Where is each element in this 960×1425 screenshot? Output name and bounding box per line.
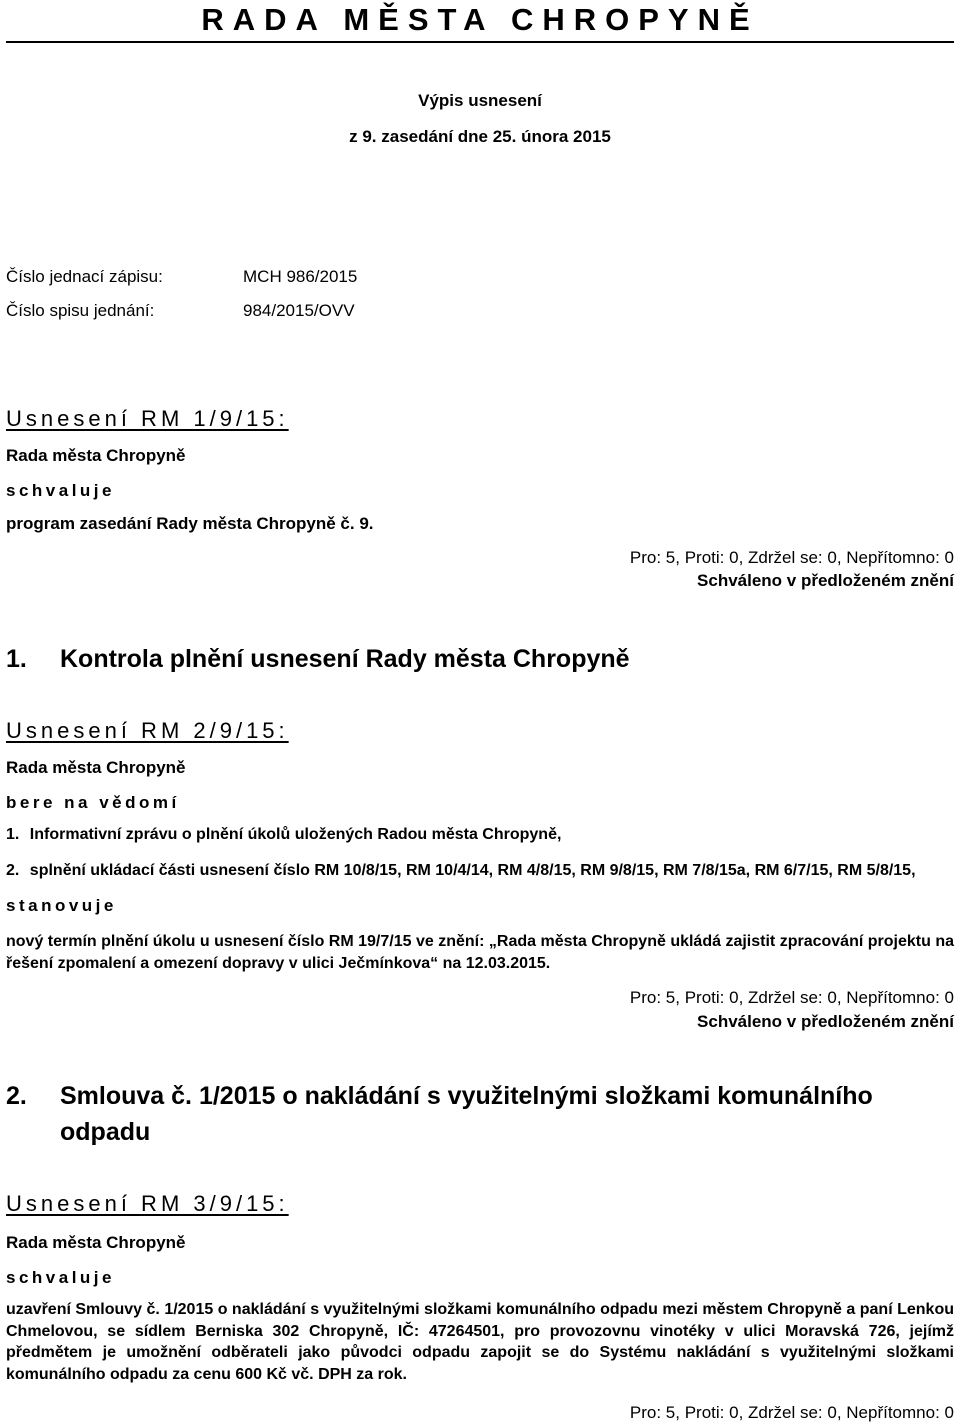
resolution-2-vote: Pro: 5, Proti: 0, Zdržel se: 0, Nepřítomno: 0 <box>629 988 954 1007</box>
resolution-1-header: Usnesení RM 1/9/15: <box>6 406 289 431</box>
resolution-3-verb: schvaluje <box>6 1268 115 1287</box>
resolution-2-item-1 <box>6 826 561 844</box>
section-1-title: Kontrola plnění usnesení Rady města Chropyně <box>60 645 630 673</box>
section-2-heading <box>6 1082 873 1111</box>
record-number-value: MCH 986/2015 <box>243 267 358 286</box>
section-2-title-line-2: odpadu <box>60 1118 151 1146</box>
page-title: RADA MĚSTA CHROPYNĚ <box>201 2 759 37</box>
resolution-1-vote: Pro: 5, Proti: 0, Zdržel se: 0, Nepřítomno: 0 <box>629 548 954 567</box>
item-2-text: splnění ukládací části usnesení číslo RM 10/8/15, RM 10/4/14, RM 4/8/15, RM 9/8/15, RM 7/8/15a, RM 6/7/15, RM 5/8/15, <box>29 862 916 879</box>
document-subtitle: Výpis usnesení <box>418 91 542 110</box>
file-number-label: Číslo spisu jednání: <box>6 301 155 320</box>
meeting-date: z 9. zasedání dne 25. února 2015 <box>349 127 611 146</box>
record-number-label: Číslo jednací zápisu: <box>6 267 163 286</box>
section-2-title-line-1: Smlouva č. 1/2015 o nakládání s využitelnými složkami komunálního <box>60 1082 873 1110</box>
resolution-3-body: Rada města Chropyně <box>6 1233 186 1252</box>
item-1-text: Informativní zprávu o plnění úkolů uložených Radou města Chropyně, <box>29 826 562 843</box>
resolution-3-header: Usnesení RM 3/9/15: <box>6 1191 289 1216</box>
resolution-2-item-2 <box>6 862 916 880</box>
resolution-3-vote: Pro: 5, Proti: 0, Zdržel se: 0, Nepřítomno: 0 <box>629 1403 954 1422</box>
resolution-3-text: uzavření Smlouvy č. 1/2015 o nakládání s využitelnými složkami komunálního odpadu mezi městem Chropyně a paní Lenkou Chmelovou, se sídlem Berniska 302 Chropyně, IČ: 47264501, pro provozovnu vinotéky v ulici Moravská 726, jejímž předmětem je umožnění odběrateli jako původci odpadu zapojit se do Systému nakládání s využitelnými složkami komunálního odpadu za cenu 600 Kč vč. DPH za rok. <box>6 1301 954 1383</box>
section-2-number: 2. <box>6 1082 27 1110</box>
resolution-1-status: Schváleno v předloženém znění <box>697 571 954 590</box>
resolution-1-text: program zasedání Rady města Chropyně č. 9. <box>6 514 374 533</box>
resolution-2-verb-2: stanovuje <box>6 896 117 915</box>
header-divider <box>6 41 954 43</box>
file-number-value: 984/2015/OVV <box>243 301 355 320</box>
resolution-2-header: Usnesení RM 2/9/15: <box>6 718 289 743</box>
resolution-2-verb: bere na vědomí <box>6 793 180 812</box>
resolution-2-body: Rada města Chropyně <box>6 758 186 777</box>
resolution-2-text: nový termín plnění úkolu u usnesení číslo RM 19/7/15 ve znění: „Rada města Chropyně ukládá zajistit zpracování projektu na řešení zpomalení a omezení dopravy v ulici Ječmínkova“ na 12.03.2015. <box>6 933 954 972</box>
section-1-number: 1. <box>6 645 27 673</box>
item-2-number: 2. <box>6 862 20 879</box>
resolution-1-body: Rada města Chropyně <box>6 446 186 465</box>
item-1-number: 1. <box>6 826 20 843</box>
resolution-2-status: Schváleno v předloženém znění <box>697 1012 954 1031</box>
section-1-heading <box>6 645 630 674</box>
resolution-1-verb: schvaluje <box>6 481 115 500</box>
